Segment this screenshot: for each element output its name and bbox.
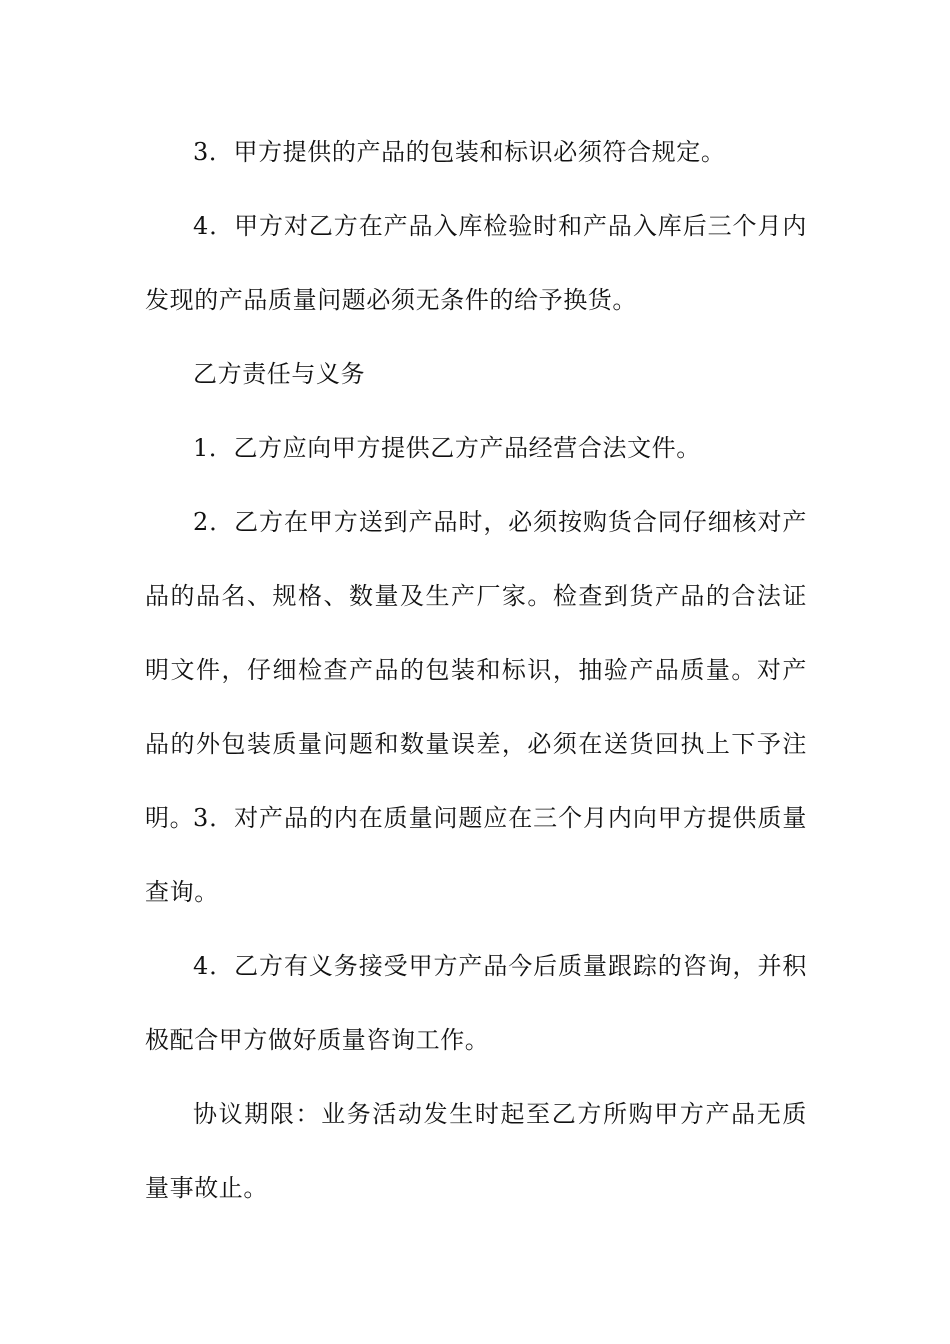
paragraph-agreement-term: 协议期限：业务活动发生时起至乙方所购甲方产品无质量事故止。 [145,1100,807,1202]
paragraph-party-b-tracking: 4．乙方有义务接受甲方产品今后质量跟踪的咨询，并积极配合甲方做好质量咨询工作。 [145,952,807,1054]
paragraph-party-b-inspection: 2．乙方在甲方送到产品时，必须按购货合同仔细核对产品的品名、规格、数量及生产厂家。检查到货产品的合法证明文件，仔细检查产品的包装和标识，抽验产品质量。对产品的外包装质量问题和数量误差，必须在送货回执上下予注明。 [145,508,807,832]
paragraph-party-b-documents: 1．乙方应向甲方提供乙方产品经营合法文件。 [193,434,701,462]
section-heading-party-b: 乙方责任与义务 [193,360,366,388]
paragraph-party-b-quality-query: 3．对产品的内在质量问题应在三个月内向甲方提供质量查询。 [145,804,807,906]
paragraph-party-a-packaging: 3．甲方提供的产品的包装和标识必须符合规定。 [193,138,726,166]
paragraph-party-a-exchange: 4．甲方对乙方在产品入库检验时和产品入库后三个月内发现的产品质量问题必须无条件的给予换货。 [145,212,807,314]
